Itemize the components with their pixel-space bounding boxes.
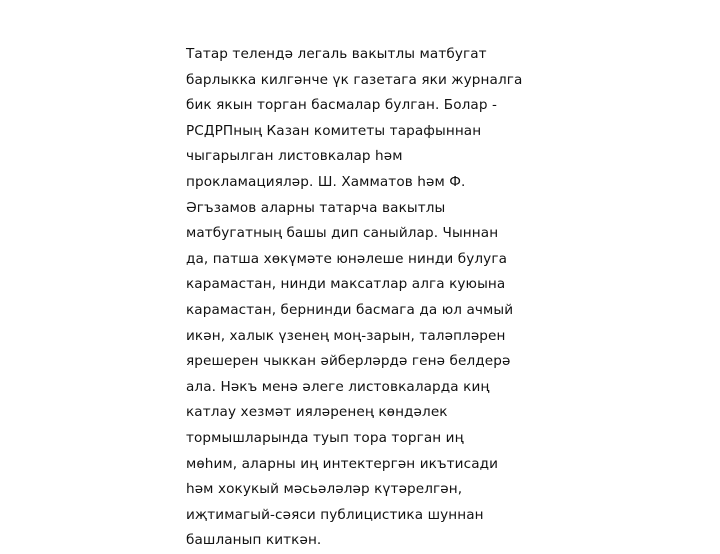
text-line: да, патша хөкүмәте юнәлеше нинди булуга xyxy=(186,250,508,267)
text-line: иҗтимагый-сәяси публицистика шуннан xyxy=(186,506,484,523)
body-text-block xyxy=(186,42,546,554)
text-line: карамастан, бернинди басмага да юл ачмый xyxy=(186,301,514,318)
text-line: Әгъзамов аларны татарча вакытлы xyxy=(186,199,446,216)
text-line: матбугатның башы дип саныйлар. Чыннан xyxy=(186,225,499,242)
text-line: бик якын торган басмалар булган. Болар - xyxy=(186,97,498,114)
text-line: катлау хезмәт ияләренең көндәлек xyxy=(186,404,448,421)
text-line: тормышларында туып тора торган иң xyxy=(186,429,464,446)
text-line: ярешерен чыккан әйберләрдә генә белдерә xyxy=(186,353,511,370)
text-line: мөһим, аларны иң интектергән икътисади xyxy=(186,455,499,472)
text-line: РСДРПның Казан комитеты тарафыннан xyxy=(186,122,482,139)
text-line: чыгарылган листовкалар һәм xyxy=(186,148,403,165)
text-line: Татар телендә легаль вакытлы матбугат xyxy=(186,46,487,62)
text-line: икән, халык үзенең моң-зарын, таләпләрен xyxy=(186,327,506,344)
text-line: карамастан, нинди максатлар алга куюына xyxy=(186,276,506,293)
text-line: һәм хокукый мәсьәләләр күтәрелгән, xyxy=(186,481,463,498)
text-line: ала. Нәкъ менә әлеге листовкаларда киң xyxy=(186,378,490,395)
text-line: барлыкка килгәнче үк газетага яки журналга xyxy=(186,71,523,88)
text-line: прокламацияләр. Ш. Хамматов һәм Ф. xyxy=(186,173,466,190)
text-line: башланып киткән. xyxy=(186,532,322,549)
